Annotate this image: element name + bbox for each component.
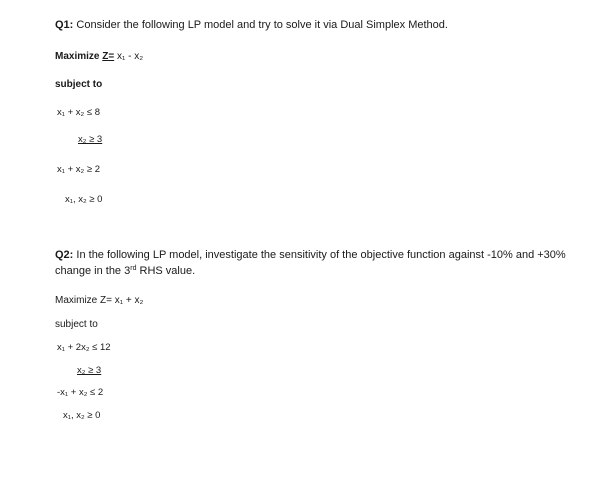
q2-nonneg: x₁, x₂ ≥ 0 bbox=[63, 410, 101, 421]
q2-constraint-2: x₂ ≥ 3 bbox=[77, 365, 102, 376]
q1-objective-z: Z= bbox=[102, 51, 115, 62]
q1-objective-prefix: Maximize bbox=[55, 51, 103, 62]
q2-prompt bbox=[55, 247, 585, 279]
q1-objective bbox=[55, 50, 143, 64]
q1-constraint-3: x₁ + x₂ ≥ 2 bbox=[57, 164, 100, 175]
q1-objective-expr: x₁ - x₂ bbox=[116, 51, 144, 62]
q2-prompt-part1: In the following LP model, investigate the sensitivity of the objective function against -10% and +30% change in the 3 bbox=[55, 249, 566, 277]
q1-constraint-2: x₂ ≥ 3 bbox=[78, 134, 103, 145]
q2-subject-to: subject to bbox=[55, 319, 98, 330]
q2-objective: Maximize Z= x₁ + x₂ bbox=[55, 295, 144, 306]
q1-subject-to: subject to bbox=[55, 79, 103, 90]
q2-prompt-part2: RHS value. bbox=[136, 265, 196, 277]
q2-label: Q2: bbox=[55, 249, 74, 261]
q1-constraint-1: x₁ + x₂ ≤ 8 bbox=[57, 107, 100, 118]
q1-label: Q1: bbox=[55, 19, 74, 31]
q1-prompt-line bbox=[55, 18, 448, 32]
q1-nonneg: x₁, x₂ ≥ 0 bbox=[65, 194, 103, 205]
q1-prompt: Consider the following LP model and try to solve it via Dual Simplex Method. bbox=[76, 19, 448, 31]
q2-constraint-3: -x₁ + x₂ ≤ 2 bbox=[57, 387, 104, 398]
q2-prompt-sup: rd bbox=[130, 265, 137, 272]
q2-constraint-1: x₁ + 2x₂ ≤ 12 bbox=[57, 342, 111, 353]
